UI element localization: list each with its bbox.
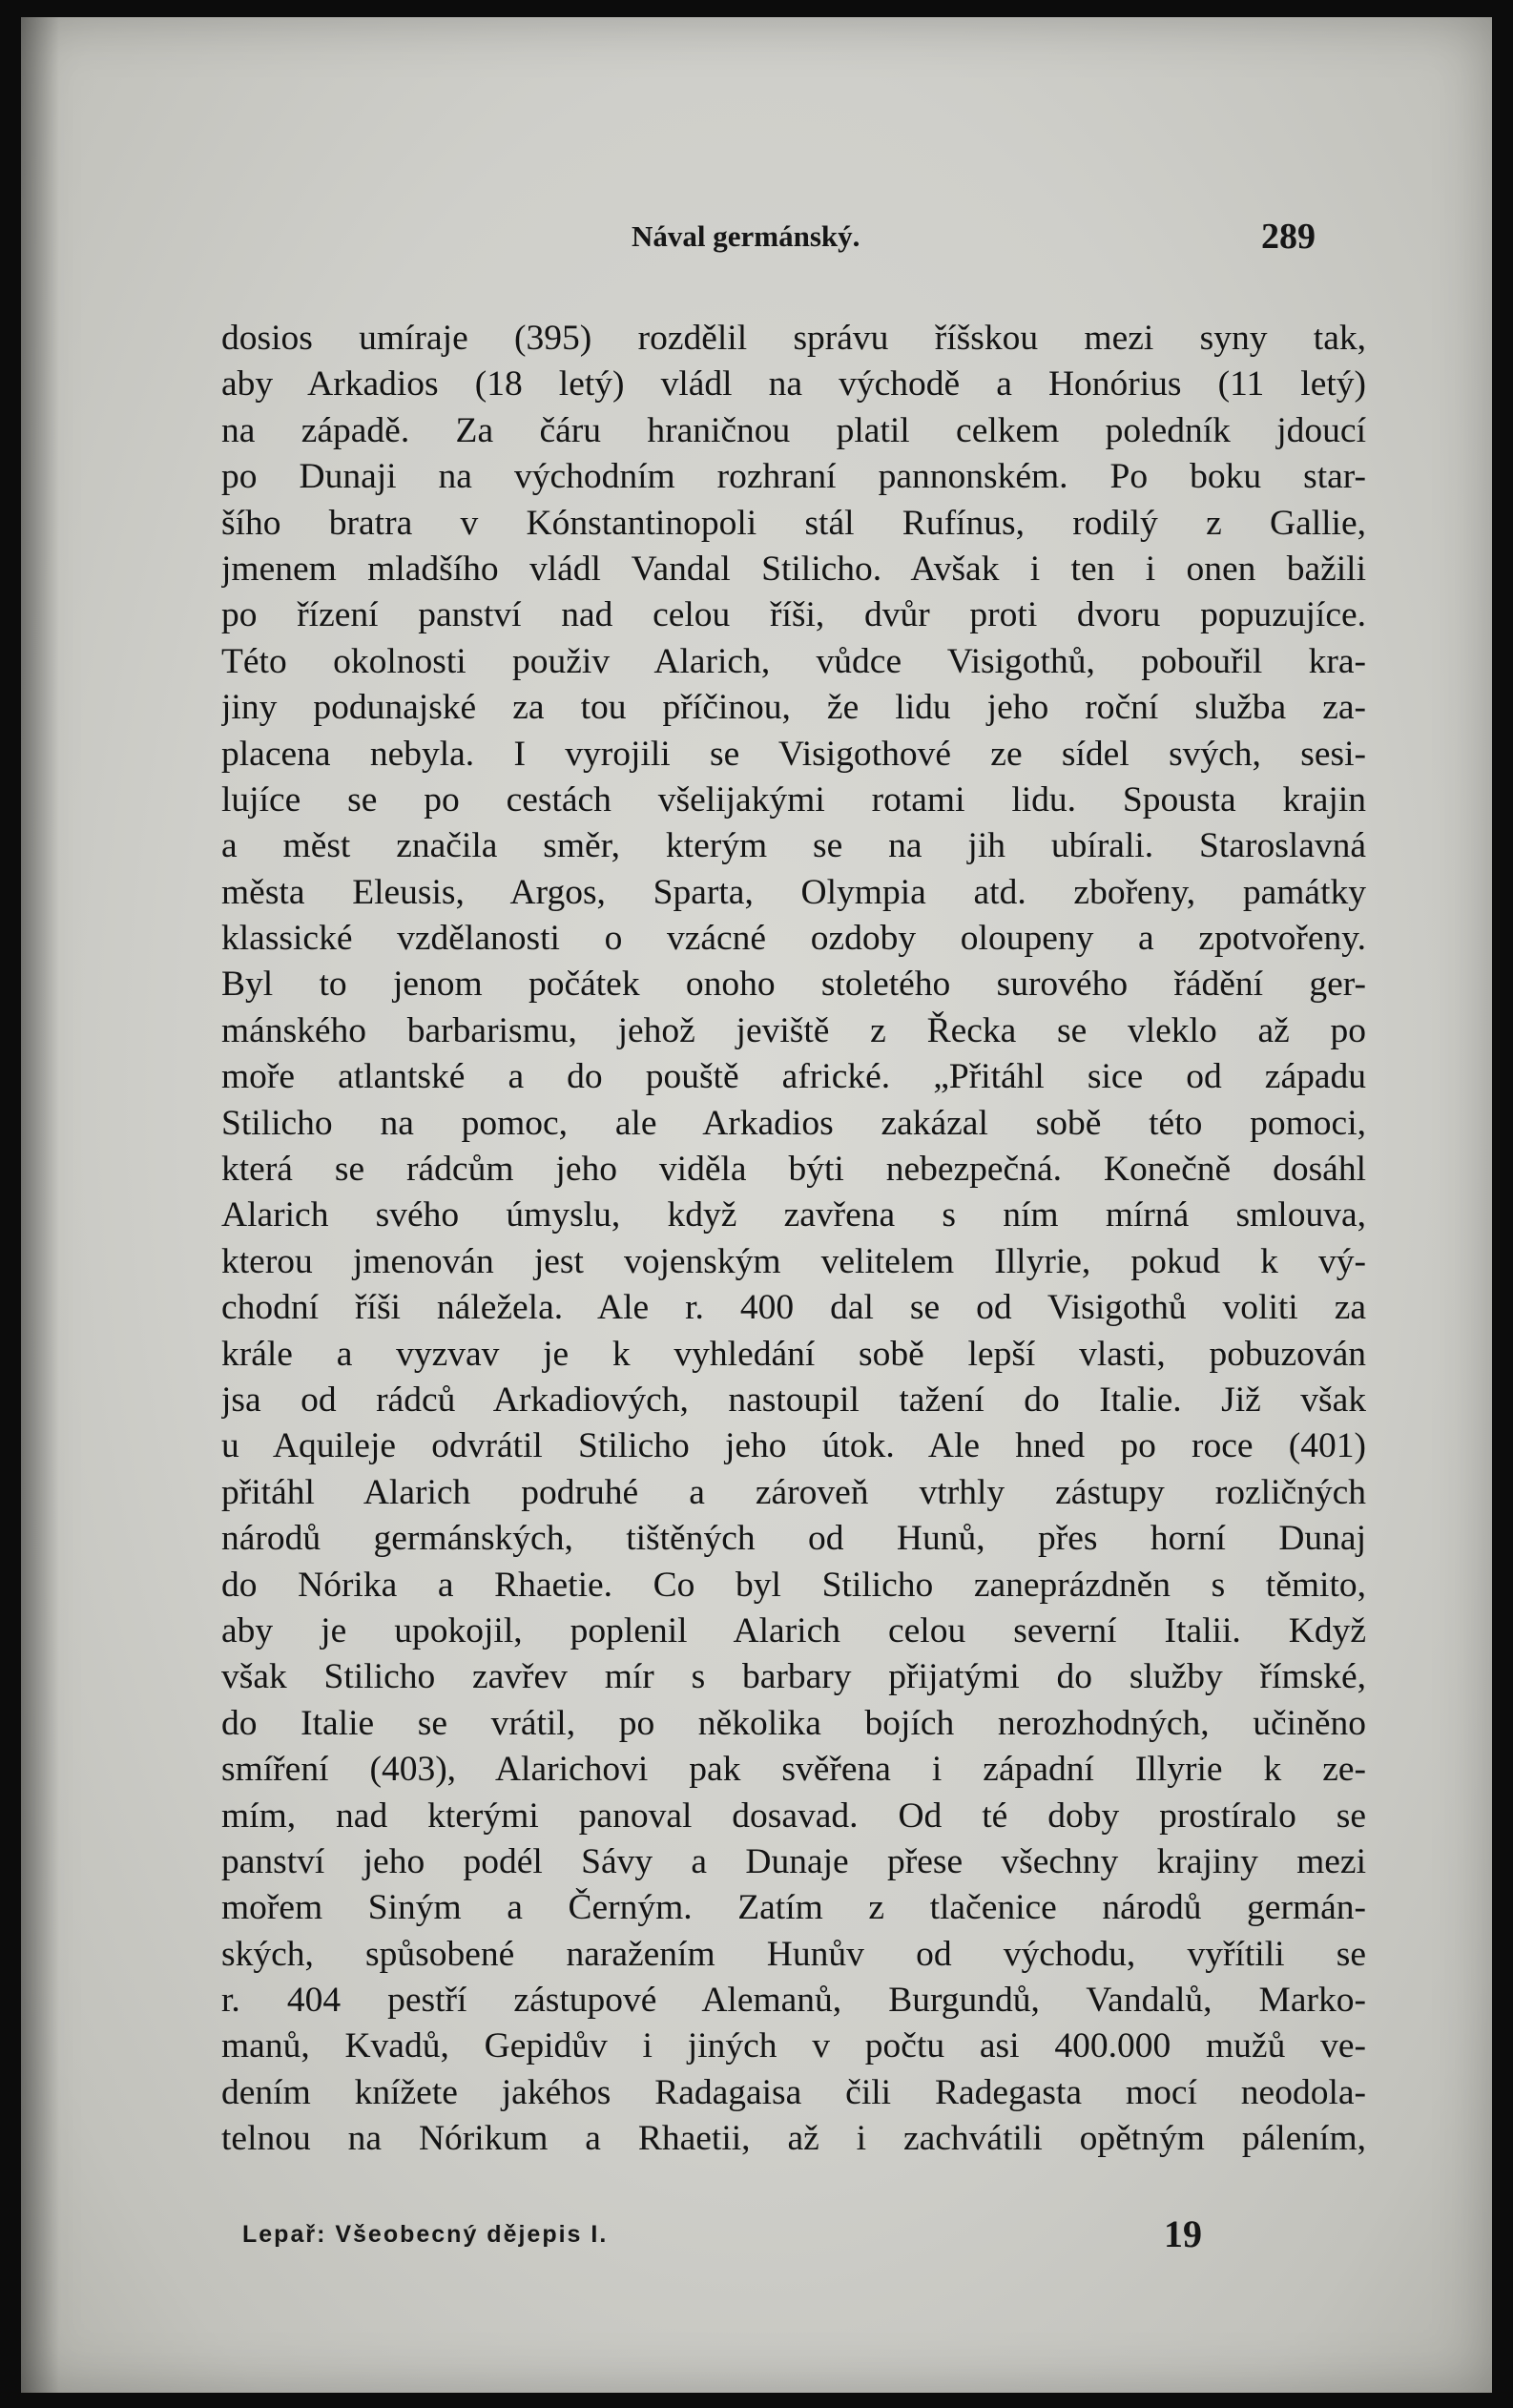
text-line: aby Arkadios (18 letý) vládl na východě a Honórius (11 letý) — [221, 364, 1366, 405]
text-line: placena nebyla. I vyrojili se Visigothové ze sídel svých, sesi- — [221, 734, 1366, 774]
text-line: po řízení panství nad celou říši, dvůr proti dvoru popuzujíce. — [221, 595, 1366, 635]
text-line: národů germánských, tištěných od Hunů, přes horní Dunaj — [221, 1519, 1366, 1559]
text-line: do Italie se vrátil, po několika bojích nerozhodných, učiněno — [221, 1703, 1366, 1743]
text-line: města Eleusis, Argos, Sparta, Olympia atd. zbořeny, památky — [221, 872, 1366, 912]
text-line: kterou jmenován jest vojenským velitelem Illyrie, pokud k vý- — [221, 1241, 1366, 1281]
text-line: smíření (403), Alarichovi pak svěřena i západní Illyrie k ze- — [221, 1750, 1366, 1790]
text-line: do Nórika a Rhaetie. Co byl Stilicho zaneprázdněn s těmito, — [221, 1565, 1366, 1605]
page-shadow-edge — [21, 17, 59, 2393]
body-text — [221, 316, 1366, 2163]
text-line: klassické vzdělanosti o vzácné ozdoby oloupeny a zpotvořeny. — [221, 919, 1366, 959]
text-line: po Dunaji na východním rozhraní pannonském. Po boku star- — [221, 457, 1366, 497]
text-line: šího bratra v Kónstantinopoli stál Rufínus, rodilý z Gallie, — [221, 503, 1366, 543]
text-line: mím, nad kterými panoval dosavad. Od té doby prostíralo se — [221, 1796, 1366, 1836]
text-line: a měst značila směr, kterým se na jih ubírali. Staroslavná — [221, 826, 1366, 866]
text-line: ských, spůsobené naražením Hunův od východu, vyřítili se — [221, 1934, 1366, 1974]
text-line: mořem Siným a Černým. Zatím z tlačenice národů germán- — [221, 1888, 1366, 1928]
text-line: chodní říši náležela. Ale r. 400 dal se od Visigothů voliti za — [221, 1288, 1366, 1328]
text-line: u Aquileje odvrátil Stilicho jeho útok. Ale hned po roce (401) — [221, 1426, 1366, 1466]
text-line: telnou na Nórikum a Rhaetii, až i zachvátili opětným pálením, — [221, 2119, 1366, 2159]
text-line: Stilicho na pomoc, ale Arkadios zakázal sobě této pomoci, — [221, 1103, 1366, 1143]
book-page — [21, 17, 1492, 2393]
text-line: na západě. Za čáru hraničnou platil celkem poledník jdoucí — [221, 410, 1366, 450]
text-line: Byl to jenom počátek onoho stoletého surového řádění ger- — [221, 965, 1366, 1005]
text-line: lujíce se po cestách všelijakými rotami lidu. Spousta krajin — [221, 779, 1366, 820]
text-line: však Stilicho zavřev mír s barbary přijatými do služby římské, — [221, 1657, 1366, 1697]
text-line: dením knížete jakéhos Radagaisa čili Radegasta mocí neodola- — [221, 2072, 1366, 2112]
text-line: r. 404 pestří zástupové Alemanů, Burgundů, Vandalů, Marko- — [221, 1981, 1366, 2021]
text-line: Této okolnosti použiv Alarich, vůdce Visigothů, pobouřil kra- — [221, 641, 1366, 681]
text-line: jiny podunajské za tou příčinou, že lidu jeho roční služba za- — [221, 688, 1366, 728]
text-line: manů, Kvadů, Gepidův i jiných v počtu asi 400.000 mužů ve- — [221, 2026, 1366, 2066]
text-line: jsa od rádců Arkadiových, nastoupil tažení do Italie. Již však — [221, 1380, 1366, 1420]
printer-signature: Lepař: Všeobecný dějepis I. — [242, 2221, 609, 2248]
text-line: která se rádcům jeho viděla býti nebezpečná. Konečně dosáhl — [221, 1150, 1366, 1190]
text-line: Alarich svého úmyslu, když zavřena s ním mírná smlouva, — [221, 1195, 1366, 1235]
text-line: dosios umíraje (395) rozdělil správu říšskou mezi syny tak, — [221, 319, 1366, 358]
page-number: 289 — [1261, 217, 1316, 257]
text-line: mánského barbarismu, jehož jeviště z Řecka se vleklo až po — [221, 1010, 1366, 1050]
text-line: přitáhl Alarich podruhé a zároveň vtrhly zástupy rozličných — [221, 1472, 1366, 1512]
text-line: jmenem mladšího vládl Vandal Stilicho. Avšak i ten i onen bažili — [221, 549, 1366, 589]
text-line: krále a vyzvav je k vyhledání sobě lepší vlasti, pobuzován — [221, 1334, 1366, 1374]
running-title: Nával germánský. — [632, 219, 860, 253]
page-footer — [21, 2211, 1492, 2269]
text-line: moře atlantské a do pouště africké. „Přitáhl sice od západu — [221, 1057, 1366, 1097]
text-line: panství jeho podél Sávy a Dunaje přese všechny krajiny mezi — [221, 1841, 1366, 1881]
signature-number: 19 — [1164, 2212, 1202, 2255]
text-line: aby je upokojil, poplenil Alarich celou severní Italii. Když — [221, 1610, 1366, 1650]
page-header — [21, 219, 1492, 261]
